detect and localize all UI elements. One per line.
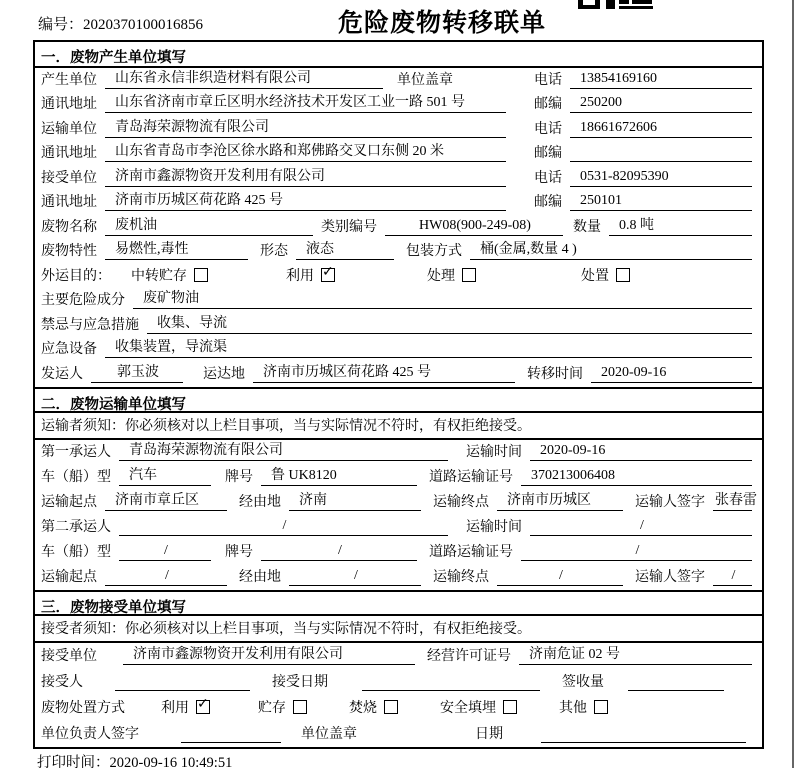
address-value: 山东省济南市章丘区明水经济技术开发区工业一路 501 号 <box>105 94 506 113</box>
option-utilize <box>286 265 335 285</box>
vehicle-type-label: 车（船）型 <box>41 544 111 560</box>
origin-label: 运输起点 <box>41 494 97 510</box>
row-transport-address <box>35 142 762 167</box>
date-value <box>541 724 746 743</box>
check-mark: ✓ <box>322 263 334 280</box>
vehicle-type-value: / <box>119 542 211 561</box>
recipient-label: 接受人 <box>41 674 83 690</box>
accepting-unit-label: 接受单位 <box>41 648 97 664</box>
address-label: 通讯地址 <box>41 97 97 112</box>
road-permit-value: 370213006408 <box>521 467 752 486</box>
row-recipient <box>35 669 762 695</box>
producer-unit-label: 产生单位 <box>41 72 97 88</box>
page-title: 危险废物转移联单 <box>337 10 546 37</box>
plate-number-label: 牌号 <box>225 469 253 485</box>
print-time: 打印时间：2020-09-16 10:49:51 <box>37 755 233 768</box>
destination-value: 济南市历城区荷花路 425 号 <box>253 364 515 383</box>
via-label: 经由地 <box>239 494 281 510</box>
address-label: 通讯地址 <box>41 195 97 210</box>
receiver-unit-value: 济南市鑫源物资开发利用有限公司 <box>105 168 506 187</box>
section2-title: 二．废物运输单位填写 <box>35 387 762 413</box>
checkbox-store <box>293 700 307 714</box>
terminus-value: 济南市历城区 <box>497 492 623 511</box>
transport-time-value: 2020-09-16 <box>530 442 752 461</box>
vehicle-type-value: 汽车 <box>119 467 211 486</box>
phone-label: 电话 <box>534 121 562 137</box>
zip-value: 250101 <box>570 192 752 211</box>
qr-block <box>632 0 652 4</box>
transport-unit-label: 运输单位 <box>41 121 97 137</box>
form-state-label: 形态 <box>260 244 288 259</box>
option-transit-storage <box>131 265 208 285</box>
plate-number-label: 牌号 <box>225 544 253 560</box>
option-utilize <box>161 697 210 717</box>
first-carrier-label: 第一承运人 <box>41 444 111 460</box>
qr-block <box>619 0 629 4</box>
option-label: 安全填埋 <box>440 700 496 716</box>
purpose-label: 外运目的： <box>41 268 111 284</box>
phone-label: 电话 <box>534 72 562 88</box>
option-label: 利用 <box>161 700 189 716</box>
license-number-value: 济南危证 02 号 <box>519 646 752 665</box>
phone-value: 18661672606 <box>570 119 752 138</box>
road-permit-label: 道路运输证号 <box>429 469 513 485</box>
zip-value: 250200 <box>570 94 752 113</box>
section3-note <box>35 616 762 643</box>
zip-label: 邮编 <box>534 146 562 161</box>
hazard-components-value: 废矿物油 <box>133 290 752 309</box>
manifest-number-value: 2020370100016856 <box>83 17 204 33</box>
section3-title: 三．废物接受单位填写 <box>35 590 762 616</box>
consignor-label: 发运人 <box>41 366 83 382</box>
receiver-notice-text: 接受者须知：你必须核对以上栏目事项，当与实际情况不符时，有权拒绝接受。 <box>41 622 531 637</box>
option-label: 利用 <box>286 268 314 284</box>
terminus-label: 运输终点 <box>433 569 489 585</box>
packaging-value: 桶(金属,数量 4 ) <box>470 241 752 260</box>
qr-block <box>583 0 595 5</box>
checkbox-utilize <box>321 263 335 282</box>
section1-title: 一．废物产生单位填写 <box>35 42 762 68</box>
manifest-number-label: 编号： <box>38 17 84 33</box>
license-number-label: 经营许可证号 <box>427 648 511 664</box>
phone-value: 0531-82095390 <box>570 168 752 187</box>
checkbox-treat <box>462 268 476 282</box>
row-disposal-method <box>35 695 762 721</box>
road-permit-value: / <box>521 542 752 561</box>
origin-value: 济南市章丘区 <box>105 492 227 511</box>
checkbox-incinerate <box>384 700 398 714</box>
checkbox-dispose <box>616 268 630 282</box>
option-label: 贮存 <box>258 700 286 716</box>
checkbox-other <box>594 700 608 714</box>
row-receiver-unit <box>35 166 762 191</box>
form-table <box>33 40 764 749</box>
transport-time-value: / <box>530 517 752 536</box>
transport-time-label: 运输时间 <box>466 444 522 460</box>
option-label: 其他 <box>559 700 587 716</box>
row-accepting-unit <box>35 643 762 669</box>
row-vehicle-type-2 <box>35 540 762 565</box>
phone-value: 13854169160 <box>570 70 752 89</box>
via-label: 经由地 <box>239 569 281 585</box>
accept-date-label: 接受日期 <box>272 674 328 690</box>
option-treat <box>427 265 476 285</box>
phone-label: 电话 <box>534 170 562 186</box>
date-label: 日期 <box>475 726 503 742</box>
via-value: 济南 <box>289 492 421 511</box>
qr-code-fragment <box>576 0 656 10</box>
responsible-signature-label: 单位负责人签字 <box>41 726 139 742</box>
emergency-equipment-label: 应急设备 <box>41 342 97 357</box>
first-carrier-value: 青岛海荣源物流有限公司 <box>119 442 448 461</box>
producer-unit-value: 山东省永信非织造材料有限公司 <box>105 70 383 89</box>
section2-note <box>35 413 762 440</box>
waste-name-label: 废物名称 <box>41 219 97 235</box>
waste-name-value: 废机油 <box>105 217 313 236</box>
received-amount-label: 签收量 <box>562 674 604 690</box>
option-dispose <box>581 265 630 285</box>
transport-time-label: 运输时间 <box>466 519 522 535</box>
row-receiver-address <box>35 191 762 216</box>
received-amount-value <box>628 672 724 691</box>
vehicle-type-label: 车（船）型 <box>41 469 111 485</box>
option-label: 处置 <box>581 268 609 284</box>
row-producer-address <box>35 93 762 118</box>
checkbox-transit-storage <box>194 268 208 282</box>
taboo-measures-value: 收集、导流 <box>147 315 752 334</box>
row-vehicle-type-1 <box>35 465 762 490</box>
emergency-equipment-value: 收集装置，导流渠 <box>105 339 752 358</box>
category-code-value: HW08(900-249-08) <box>385 217 563 236</box>
row-hazard-components <box>35 289 762 314</box>
responsible-signature-value <box>181 724 281 743</box>
receiver-unit-label: 接受单位 <box>41 170 97 186</box>
via-value: / <box>289 567 421 586</box>
option-label: 中转贮存 <box>131 268 187 284</box>
row-waste-properties <box>35 240 762 265</box>
option-landfill <box>440 697 517 717</box>
waste-property-label: 废物特性 <box>41 244 97 259</box>
unit-seal-label: 单位盖章 <box>397 72 453 88</box>
recipient-value <box>115 672 250 691</box>
page-edge-line <box>792 0 794 768</box>
checkbox-landfill <box>503 700 517 714</box>
transfer-time-label: 转移时间 <box>527 366 583 382</box>
accepting-unit-value: 济南市鑫源物资开发利用有限公司 <box>123 646 415 665</box>
row-first-carrier <box>35 440 762 465</box>
plate-number-value: / <box>261 542 417 561</box>
row-transport-route-1 <box>35 490 762 515</box>
terminus-label: 运输终点 <box>433 494 489 510</box>
disposal-method-label: 废物处置方式 <box>41 700 125 716</box>
terminus-value: / <box>497 567 623 586</box>
quantity-value: 0.8 吨 <box>609 217 752 236</box>
row-second-carrier <box>35 515 762 540</box>
row-transport-route-2 <box>35 565 762 590</box>
plate-number-value: 鲁 UK8120 <box>261 467 417 486</box>
option-store <box>258 697 307 717</box>
checkbox-utilize <box>196 695 210 714</box>
row-consignor <box>35 362 762 387</box>
hazard-components-label: 主要危险成分 <box>41 293 125 308</box>
address-value: 山东省青岛市李沧区徐水路和郑佛路交叉口东侧 20 米 <box>105 143 506 162</box>
form-state-value: 液态 <box>296 241 394 260</box>
zip-label: 邮编 <box>534 97 562 112</box>
second-carrier-label: 第二承运人 <box>41 519 111 535</box>
carrier-signature-label: 运输人签字 <box>635 569 705 585</box>
row-responsible-signature <box>35 721 762 747</box>
transport-unit-value: 青岛海荣源物流有限公司 <box>105 119 506 138</box>
transporter-notice-text: 运输者须知：你必须核对以上栏目事项，当与实际情况不符时，有权拒绝接受。 <box>41 419 531 434</box>
category-code-label: 类别编号 <box>321 219 377 235</box>
carrier-signature-value: 张春雷 <box>713 492 752 511</box>
transfer-time-value: 2020-09-16 <box>591 364 752 383</box>
second-carrier-value: / <box>119 517 448 536</box>
row-waste-name <box>35 215 762 240</box>
quantity-label: 数量 <box>573 219 601 235</box>
check-mark: ✓ <box>197 695 209 712</box>
waste-property-value: 易燃性,毒性 <box>105 241 248 260</box>
address-label: 通讯地址 <box>41 146 97 161</box>
road-permit-label: 道路运输证号 <box>429 544 513 560</box>
option-incinerate <box>349 697 398 717</box>
row-emergency-equipment <box>35 338 762 363</box>
carrier-signature-label: 运输人签字 <box>635 494 705 510</box>
packaging-label: 包装方式 <box>406 244 462 259</box>
row-taboo-measures <box>35 313 762 338</box>
accept-date-value <box>362 672 540 691</box>
origin-label: 运输起点 <box>41 569 97 585</box>
row-transfer-purpose <box>35 264 762 289</box>
zip-label: 邮编 <box>534 195 562 210</box>
origin-value: / <box>105 567 227 586</box>
qr-block <box>619 6 653 9</box>
carrier-signature-value: / <box>713 567 752 586</box>
option-label: 焚烧 <box>349 700 377 716</box>
option-other <box>559 697 608 717</box>
qr-block <box>606 0 615 9</box>
row-transport-unit <box>35 117 762 142</box>
destination-label: 运达地 <box>203 366 245 382</box>
consignor-value: 郭玉波 <box>91 364 183 383</box>
zip-value <box>570 143 752 162</box>
unit-seal-label: 单位盖章 <box>301 726 357 742</box>
option-label: 处理 <box>427 268 455 284</box>
row-producer-unit <box>35 68 762 93</box>
address-value: 济南市历城区荷花路 425 号 <box>105 192 506 211</box>
taboo-measures-label: 禁忌与应急措施 <box>41 317 139 333</box>
